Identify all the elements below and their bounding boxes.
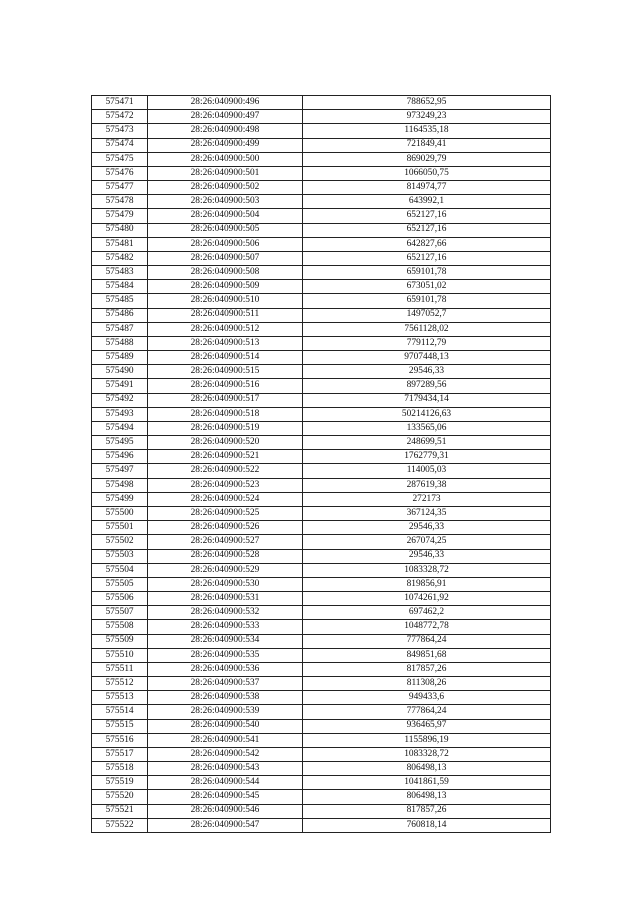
row-number-cell: 575473 (92, 124, 148, 138)
cadastral-number-cell: 28:26:040900:496 (148, 96, 303, 110)
cadastral-number-cell: 28:26:040900:499 (148, 138, 303, 152)
row-number-cell: 575494 (92, 421, 148, 435)
cadastral-value-cell: 1164535,18 (303, 124, 551, 138)
row-number-cell: 575498 (92, 478, 148, 492)
table-row (92, 762, 551, 776)
cadastral-number-cell: 28:26:040900:530 (148, 577, 303, 591)
table-row (92, 322, 551, 336)
row-number-cell: 575514 (92, 705, 148, 719)
cadastral-number-cell: 28:26:040900:541 (148, 733, 303, 747)
table-row (92, 209, 551, 223)
table-row (92, 733, 551, 747)
cadastral-number-cell: 28:26:040900:522 (148, 464, 303, 478)
cadastral-number-cell: 28:26:040900:532 (148, 606, 303, 620)
row-number-cell: 575508 (92, 620, 148, 634)
cadastral-number-cell: 28:26:040900:536 (148, 662, 303, 676)
cadastral-value-cell: 814974,77 (303, 181, 551, 195)
table-row (92, 223, 551, 237)
table-row (92, 634, 551, 648)
table-row (92, 181, 551, 195)
cadastral-value-cell: 760818,14 (303, 818, 551, 832)
table-row (92, 776, 551, 790)
row-number-cell: 575486 (92, 308, 148, 322)
cadastral-number-cell: 28:26:040900:542 (148, 747, 303, 761)
table-row (92, 592, 551, 606)
table-row (92, 464, 551, 478)
table-row (92, 804, 551, 818)
cadastral-value-cell: 721849,41 (303, 138, 551, 152)
cadastral-value-cell: 817857,26 (303, 804, 551, 818)
cadastral-value-cell: 897289,56 (303, 379, 551, 393)
cadastral-number-cell: 28:26:040900:497 (148, 110, 303, 124)
row-number-cell: 575487 (92, 322, 148, 336)
cadastral-number-cell: 28:26:040900:514 (148, 351, 303, 365)
row-number-cell: 575521 (92, 804, 148, 818)
cadastral-value-cell: 1083328,72 (303, 563, 551, 577)
row-number-cell: 575480 (92, 223, 148, 237)
table-row (92, 237, 551, 251)
row-number-cell: 575518 (92, 762, 148, 776)
cadastral-number-cell: 28:26:040900:535 (148, 648, 303, 662)
row-number-cell: 575500 (92, 506, 148, 520)
row-number-cell: 575477 (92, 181, 148, 195)
table-row (92, 478, 551, 492)
table-row (92, 662, 551, 676)
cadastral-number-cell: 28:26:040900:513 (148, 336, 303, 350)
cadastral-value-cell: 949433,6 (303, 691, 551, 705)
cadastral-number-cell: 28:26:040900:538 (148, 691, 303, 705)
table-row (92, 577, 551, 591)
table-row (92, 521, 551, 535)
cadastral-value-cell: 9707448,13 (303, 351, 551, 365)
table-row (92, 152, 551, 166)
row-number-cell: 575511 (92, 662, 148, 676)
row-number-cell: 575512 (92, 677, 148, 691)
cadastral-value-cell: 652127,16 (303, 209, 551, 223)
cadastral-value-cell: 777864,24 (303, 705, 551, 719)
row-number-cell: 575504 (92, 563, 148, 577)
row-number-cell: 575502 (92, 535, 148, 549)
row-number-cell: 575475 (92, 152, 148, 166)
table-row (92, 138, 551, 152)
table-row (92, 747, 551, 761)
cadastral-value-cell: 50214126,63 (303, 407, 551, 421)
cadastral-value-cell: 367124,35 (303, 506, 551, 520)
cadastral-number-cell: 28:26:040900:526 (148, 521, 303, 535)
table-body (92, 96, 551, 833)
row-number-cell: 575496 (92, 450, 148, 464)
cadastral-number-cell: 28:26:040900:516 (148, 379, 303, 393)
cadastral-value-cell: 673051,02 (303, 280, 551, 294)
cadastral-number-cell: 28:26:040900:543 (148, 762, 303, 776)
cadastral-value-cell: 779112,79 (303, 336, 551, 350)
cadastral-value-cell: 267074,25 (303, 535, 551, 549)
table-row (92, 251, 551, 265)
cadastral-value-cell: 7179434,14 (303, 393, 551, 407)
cadastral-value-cell: 642827,66 (303, 237, 551, 251)
row-number-cell: 575506 (92, 592, 148, 606)
cadastral-number-cell: 28:26:040900:507 (148, 251, 303, 265)
cadastral-value-cell: 806498,13 (303, 762, 551, 776)
row-number-cell: 575488 (92, 336, 148, 350)
cadastral-value-cell: 287619,38 (303, 478, 551, 492)
table-row (92, 351, 551, 365)
cadastral-number-cell: 28:26:040900:523 (148, 478, 303, 492)
table-row (92, 379, 551, 393)
cadastral-number-cell: 28:26:040900:517 (148, 393, 303, 407)
cadastral-number-cell: 28:26:040900:508 (148, 266, 303, 280)
table-row (92, 294, 551, 308)
table-row (92, 648, 551, 662)
table-row (92, 266, 551, 280)
row-number-cell: 575471 (92, 96, 148, 110)
row-number-cell: 575516 (92, 733, 148, 747)
row-number-cell: 575522 (92, 818, 148, 832)
row-number-cell: 575483 (92, 266, 148, 280)
table-row (92, 563, 551, 577)
cadastral-value-cell: 29546,33 (303, 549, 551, 563)
cadastral-number-cell: 28:26:040900:515 (148, 365, 303, 379)
table-row (92, 166, 551, 180)
cadastral-number-cell: 28:26:040900:503 (148, 195, 303, 209)
cadastral-number-cell: 28:26:040900:539 (148, 705, 303, 719)
cadastral-number-cell: 28:26:040900:520 (148, 436, 303, 450)
cadastral-number-cell: 28:26:040900:512 (148, 322, 303, 336)
table-row (92, 606, 551, 620)
cadastral-number-cell: 28:26:040900:524 (148, 492, 303, 506)
cadastral-value-cell: 869029,79 (303, 152, 551, 166)
cadastral-number-cell: 28:26:040900:531 (148, 592, 303, 606)
row-number-cell: 575517 (92, 747, 148, 761)
table-row (92, 308, 551, 322)
table-row (92, 195, 551, 209)
cadastral-number-cell: 28:26:040900:500 (148, 152, 303, 166)
cadastral-value-cell: 1048772,78 (303, 620, 551, 634)
cadastral-value-cell: 1066050,75 (303, 166, 551, 180)
row-number-cell: 575513 (92, 691, 148, 705)
table-row (92, 124, 551, 138)
cadastral-number-cell: 28:26:040900:527 (148, 535, 303, 549)
table-row (92, 818, 551, 832)
row-number-cell: 575507 (92, 606, 148, 620)
cadastral-number-cell: 28:26:040900:511 (148, 308, 303, 322)
cadastral-value-cell: 659101,78 (303, 266, 551, 280)
cadastral-value-cell: 29546,33 (303, 365, 551, 379)
cadastral-value-cell: 973249,23 (303, 110, 551, 124)
table-row (92, 620, 551, 634)
table-row (92, 421, 551, 435)
cadastral-number-cell: 28:26:040900:540 (148, 719, 303, 733)
cadastral-value-cell: 1762779,31 (303, 450, 551, 464)
cadastral-value-cell: 817857,26 (303, 662, 551, 676)
row-number-cell: 575478 (92, 195, 148, 209)
cadastral-value-cell: 29546,33 (303, 521, 551, 535)
cadastral-number-cell: 28:26:040900:509 (148, 280, 303, 294)
cadastral-value-cell: 643992,1 (303, 195, 551, 209)
table-row (92, 506, 551, 520)
cadastral-number-cell: 28:26:040900:510 (148, 294, 303, 308)
row-number-cell: 575485 (92, 294, 148, 308)
row-number-cell: 575503 (92, 549, 148, 563)
table-row (92, 677, 551, 691)
row-number-cell: 575505 (92, 577, 148, 591)
cadastral-number-cell: 28:26:040900:519 (148, 421, 303, 435)
cadastral-value-cell: 133565,06 (303, 421, 551, 435)
row-number-cell: 575515 (92, 719, 148, 733)
cadastral-number-cell: 28:26:040900:547 (148, 818, 303, 832)
cadastral-value-cell: 777864,24 (303, 634, 551, 648)
cadastral-number-cell: 28:26:040900:544 (148, 776, 303, 790)
cadastral-value-cell: 788652,95 (303, 96, 551, 110)
table-row (92, 393, 551, 407)
cadastral-value-cell: 1041861,59 (303, 776, 551, 790)
cadastral-value-cell: 652127,16 (303, 223, 551, 237)
table-row (92, 705, 551, 719)
row-number-cell: 575490 (92, 365, 148, 379)
row-number-cell: 575482 (92, 251, 148, 265)
cadastral-value-cell: 697462,2 (303, 606, 551, 620)
cadastral-value-table (91, 95, 551, 833)
cadastral-value-cell: 7561128,02 (303, 322, 551, 336)
cadastral-value-cell: 272173 (303, 492, 551, 506)
cadastral-value-cell: 652127,16 (303, 251, 551, 265)
cadastral-number-cell: 28:26:040900:505 (148, 223, 303, 237)
table-row (92, 110, 551, 124)
cadastral-value-cell: 849851,68 (303, 648, 551, 662)
row-number-cell: 575495 (92, 436, 148, 450)
cadastral-value-cell: 1497052,7 (303, 308, 551, 322)
row-number-cell: 575510 (92, 648, 148, 662)
table-row (92, 535, 551, 549)
table-row (92, 492, 551, 506)
table-row (92, 691, 551, 705)
table-row (92, 407, 551, 421)
cadastral-value-cell: 659101,78 (303, 294, 551, 308)
cadastral-number-cell: 28:26:040900:506 (148, 237, 303, 251)
cadastral-number-cell: 28:26:040900:504 (148, 209, 303, 223)
row-number-cell: 575509 (92, 634, 148, 648)
cadastral-number-cell: 28:26:040900:545 (148, 790, 303, 804)
table-row (92, 719, 551, 733)
cadastral-number-cell: 28:26:040900:546 (148, 804, 303, 818)
cadastral-value-cell: 1083328,72 (303, 747, 551, 761)
cadastral-value-cell: 806498,13 (303, 790, 551, 804)
table-row (92, 336, 551, 350)
row-number-cell: 575492 (92, 393, 148, 407)
row-number-cell: 575499 (92, 492, 148, 506)
cadastral-value-cell: 114005,03 (303, 464, 551, 478)
cadastral-value-cell: 811308,26 (303, 677, 551, 691)
cadastral-number-cell: 28:26:040900:501 (148, 166, 303, 180)
cadastral-number-cell: 28:26:040900:518 (148, 407, 303, 421)
row-number-cell: 575474 (92, 138, 148, 152)
row-number-cell: 575479 (92, 209, 148, 223)
cadastral-value-cell: 1155896,19 (303, 733, 551, 747)
cadastral-number-cell: 28:26:040900:498 (148, 124, 303, 138)
row-number-cell: 575476 (92, 166, 148, 180)
table-row (92, 450, 551, 464)
cadastral-value-cell: 248699,51 (303, 436, 551, 450)
row-number-cell: 575491 (92, 379, 148, 393)
row-number-cell: 575520 (92, 790, 148, 804)
cadastral-number-cell: 28:26:040900:528 (148, 549, 303, 563)
table-row (92, 280, 551, 294)
table-row (92, 436, 551, 450)
table-row (92, 365, 551, 379)
cadastral-value-cell: 936465,97 (303, 719, 551, 733)
cadastral-number-cell: 28:26:040900:525 (148, 506, 303, 520)
table-row (92, 549, 551, 563)
row-number-cell: 575497 (92, 464, 148, 478)
cadastral-number-cell: 28:26:040900:502 (148, 181, 303, 195)
cadastral-value-cell: 1074261,92 (303, 592, 551, 606)
row-number-cell: 575519 (92, 776, 148, 790)
cadastral-number-cell: 28:26:040900:533 (148, 620, 303, 634)
row-number-cell: 575489 (92, 351, 148, 365)
table-row (92, 790, 551, 804)
table-row (92, 96, 551, 110)
cadastral-number-cell: 28:26:040900:529 (148, 563, 303, 577)
row-number-cell: 575481 (92, 237, 148, 251)
cadastral-number-cell: 28:26:040900:537 (148, 677, 303, 691)
row-number-cell: 575501 (92, 521, 148, 535)
cadastral-number-cell: 28:26:040900:534 (148, 634, 303, 648)
row-number-cell: 575493 (92, 407, 148, 421)
cadastral-value-cell: 819856,91 (303, 577, 551, 591)
row-number-cell: 575484 (92, 280, 148, 294)
row-number-cell: 575472 (92, 110, 148, 124)
cadastral-number-cell: 28:26:040900:521 (148, 450, 303, 464)
